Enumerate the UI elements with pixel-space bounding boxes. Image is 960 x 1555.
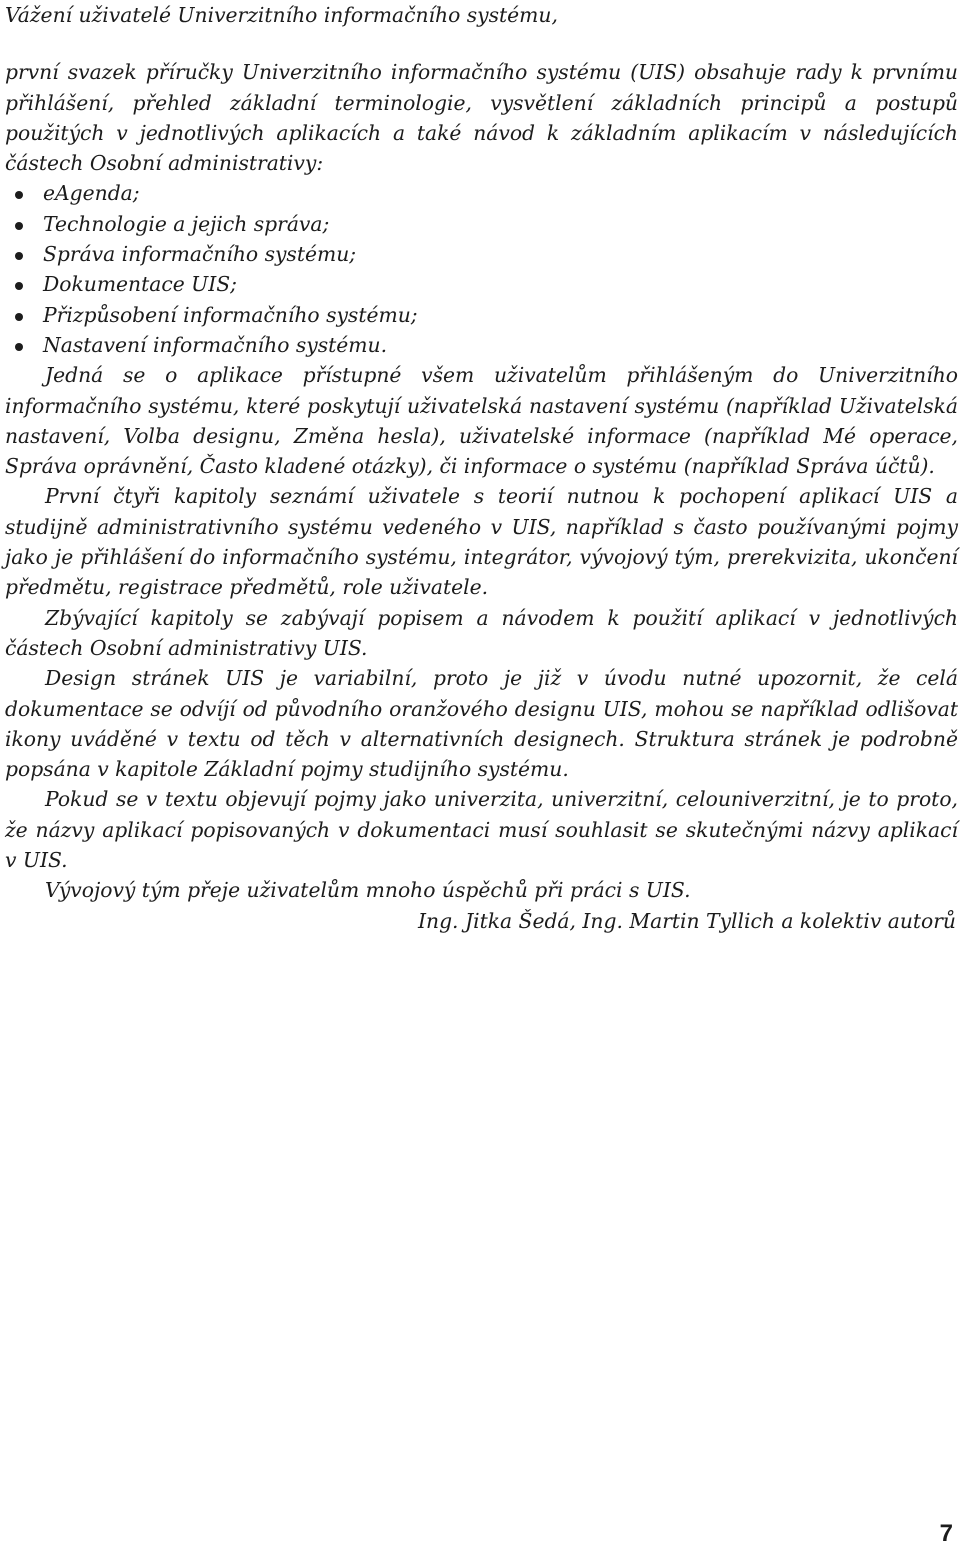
body-paragraph: Design stránek UIS je variabilní, proto je již v úvodu nutné upozornit, že celá dokumentace se odvíjí od původního oranžového designu UIS, mohou se například odlišovat ikony uváděné v textu od těch v alternativních designech. Struktura stránek je podrobně popsána v kapitole Základní pojmy studijního systému. xyxy=(5,666,958,782)
bullet-icon xyxy=(15,191,23,199)
document-page xyxy=(5,0,958,936)
greeting: Vážení uživatelé Univerzitního informačního systému, xyxy=(5,3,558,27)
list-item-text: Správa informačního systému; xyxy=(43,242,357,267)
body-paragraph: První čtyři kapitoly seznámí uživatele s teorií nutnou k pochopení aplikací UIS a studijně administrativního systému vedeného v UIS, například s často používanými pojmy jako je přihlášení do informačního systému, integrátor, vývojový tým, prerekvizita, ukončení předmětu, registrace předmětů, role uživatele. xyxy=(5,484,958,600)
bullet-icon xyxy=(15,313,23,321)
parts-list xyxy=(5,178,958,360)
body-paragraph: Pokud se v textu objevují pojmy jako univerzita, univerzitní, celouniverzitní, je to proto, že názvy aplikací popisovaných v dokumentaci musí souhlasit se skutečnými názvy aplikací v UIS. xyxy=(5,787,958,873)
bullet-icon xyxy=(15,343,23,351)
intro-paragraph: první svazek příručky Univerzitního informačního systému (UIS) obsahuje rady k prvnímu přihlášení, přehled základní terminologie, vysvětlení základních principů a postupů použitých v jednotlivých aplikacích a také návod k základním aplikacím v následujících částech Osobní administrativy: xyxy=(5,60,958,176)
list-item xyxy=(5,178,958,208)
list-item xyxy=(5,300,958,330)
signature: Ing. Jitka Šedá, Ing. Martin Tyllich a kolektiv autorů xyxy=(418,908,956,933)
list-item xyxy=(5,209,958,239)
bullet-icon xyxy=(15,282,23,290)
list-item-text: eAgenda; xyxy=(43,181,140,206)
list-item-text: Nastavení informačního systému. xyxy=(43,332,388,357)
list-item-text: Dokumentace UIS; xyxy=(43,272,237,297)
list-item xyxy=(5,330,958,360)
body-paragraph: Zbývající kapitoly se zabývají popisem a návodem k použití aplikací v jednotlivých částech Osobní administrativy UIS. xyxy=(5,605,958,660)
page-number: 7 xyxy=(939,1520,953,1547)
bullet-icon xyxy=(15,222,23,230)
list-item xyxy=(5,239,958,269)
list-item-text: Přizpůsobení informačního systému; xyxy=(43,302,418,327)
body-paragraph: Jedná se o aplikace přístupné všem uživatelům přihlášeným do Univerzitního informačního systému, které poskytují uživatelská nastavení systému (například Uživatelská nastavení, Volba designu, Změna hesla), uživatelské informace (například Mé operace, Správa oprávnění, Často kladené otázky), či informace o systému (například Správa účtů). xyxy=(5,363,958,479)
bullet-icon xyxy=(15,252,23,260)
list-item-text: Technologie a jejich správa; xyxy=(43,211,330,236)
closing-wish: Vývojový tým přeje uživatelům mnoho úspěchů při práci s UIS. xyxy=(45,878,691,903)
list-item xyxy=(5,269,958,299)
